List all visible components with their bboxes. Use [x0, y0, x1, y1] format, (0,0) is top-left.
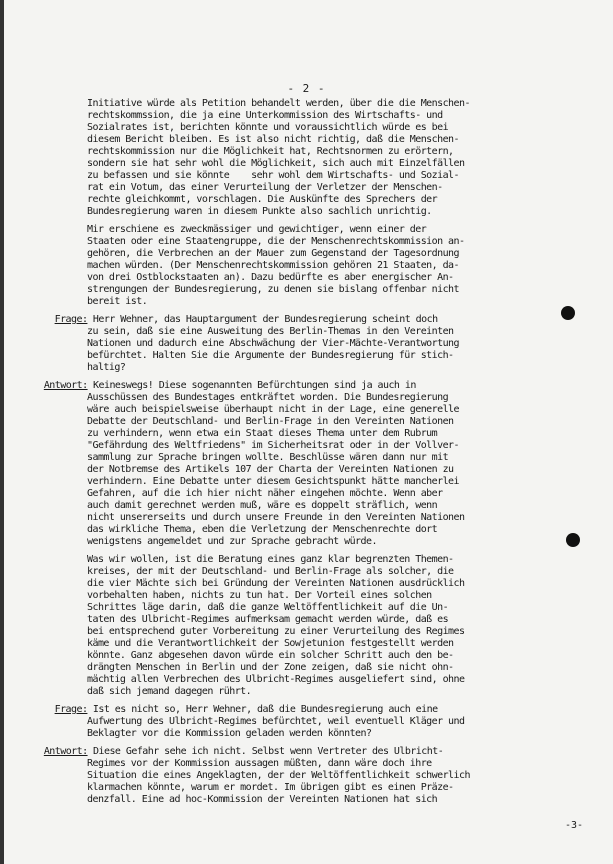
- text-line: haltig?: [87, 362, 126, 373]
- text-line: wenigstens angemeldet und zur Sprache gebracht würde.: [87, 536, 377, 547]
- text-line: das wirkliche Thema, eben die Verletzung der Menschenrechte dort: [87, 524, 438, 535]
- paragraph: [87, 554, 557, 698]
- text-line: die vier Mächte sich bei Gründung der Vereinten Nationen ausdrücklich: [87, 578, 465, 589]
- text-line: Ausschüssen des Bundestages entkräftet worden. Die Bundesregierung: [87, 392, 449, 403]
- scan-edge: [0, 0, 4, 864]
- text-line: verhindern. Eine Debatte unter diesem Gesichtspunkt hätte mancherlei: [87, 476, 459, 487]
- text-line: [44, 380, 557, 392]
- text-line: Was wir wollen, ist die Beratung eines ganz klar begrenzten Themen-: [87, 554, 454, 565]
- text-line: [55, 314, 557, 326]
- text-line: von drei Ostblockstaaten an). Dazu bedürfte es aber energischer An-: [87, 272, 454, 283]
- text-line: rat ein Votum, das einer Verurteilung der Verletzer der Menschen-: [87, 182, 443, 193]
- text-line: denzfall. Eine ad hoc-Kommission der Vereinten Nationen hat sich: [87, 794, 438, 805]
- punch-hole-upper: [561, 306, 575, 320]
- text-line: Regimes vor der Kommission aussagen müßten, dann wäre doch ihre: [87, 758, 432, 769]
- text-line: rechte gleichkommt, vorschlagen. Die Auskünfte des Sprechers der: [87, 194, 438, 205]
- text-line: Situation die eines Angeklagten, der der Weltöffentlichkeit schwerlich: [87, 770, 470, 781]
- speaker-label: Antwort:: [43, 746, 88, 757]
- text-line: "Gefährdung des Weltfriedens" im Sicherheitsrat oder in der Vollver-: [87, 440, 459, 451]
- text-line: kreises, der mit der Deutschland- und Berlin-Frage als solcher, die: [87, 566, 454, 577]
- text-line: diesem Bericht bleiben. Es ist also nicht richtig, daß die Menschen-: [87, 134, 459, 145]
- text-line: Nationen und dadurch eine Abschwächung der Vier-Mächte-Verantwortung: [87, 338, 459, 349]
- line-text: Ist es nicht so, Herr Wehner, daß die Bundesregierung auch eine: [87, 704, 438, 715]
- text-line: Gefahren, auf die ich hier nicht näher eingehen möchte. Wenn aber: [87, 488, 443, 499]
- text-line: taten des Ulbricht-Regimes aufmerksam gemacht werden würde, daß es: [87, 614, 449, 625]
- text-line: drängten Menschen in Berlin und der Zone zeigen, daß sie nicht ohn-: [87, 662, 454, 673]
- text-line: bereit ist.: [87, 296, 148, 307]
- question-block: [54, 314, 557, 374]
- text-line: Staaten oder eine Staatengruppe, die der Menschenrechtskommission an-: [87, 236, 465, 247]
- text-line: Beklagter vor die Kommission geladen werden könnten?: [87, 728, 372, 739]
- text-line: zu befassen und sie könnte sehr wohl dem Wirtschafts- und Sozial-: [87, 170, 459, 181]
- text-line: Debatte der Deutschland- und Berlin-Frage in den Vereinten Nationen: [87, 416, 454, 427]
- text-line: rechtskommission nur die Möglichkeit hat, Rechtsnormen zu erörtern,: [87, 146, 454, 157]
- line-text: Diese Gefahr sehe ich nicht. Selbst wenn Vertreter des Ulbricht-: [87, 746, 444, 757]
- text-line: sammlung zur Sprache bringen wollte. Beschlüsse wären dann nur mit: [87, 452, 449, 463]
- text-line: zu verhindern, wenn etwa ein Staat dieses Thema unter dem Rubrum: [87, 428, 438, 439]
- text-line: befürchtet. Halten Sie die Argumente der Bundesregierung für stich-: [87, 350, 454, 361]
- text-line: daß sich jemand dagegen rührt.: [87, 686, 252, 697]
- text-line: Bundesregierung waren in diesem Punkte also sachlich unrichtig.: [87, 206, 432, 217]
- speaker-label: Frage:: [54, 704, 88, 715]
- text-line: Sozialrates ist, berichten könnte und voraussichtlich würde es bei: [87, 122, 449, 133]
- text-line: rechtskommssion, die ja eine Unterkommission des Wirtschafts- und: [87, 110, 443, 121]
- page-number: - 2 -: [287, 82, 326, 95]
- text-line: auch damit gerechnet werden muß, wäre es doppelt sträflich, wenn: [87, 500, 438, 511]
- text-line: strengungen der Bundesregierung, zu denen sie bislang offenbar nicht: [87, 284, 459, 295]
- text-line: Mir erschiene es zweckmässiger und gewichtiger, wenn einer der: [87, 224, 427, 235]
- text-line: machen würden. (Der Menschenrechtskommission gehören 21 Staaten, da-: [87, 260, 459, 271]
- answer-block: [43, 380, 557, 548]
- speaker-label: Frage:: [54, 314, 88, 325]
- text-line: [55, 704, 557, 716]
- text-line: sondern sie hat sehr wohl die Möglichkeit, sich auch mit Einzelfällen: [87, 158, 465, 169]
- text-line: gehören, die Verbrechen an der Mauer zum Gegenstand der Tagesordnung: [87, 248, 459, 259]
- text-line: Aufwertung des Ulbricht-Regimes befürchtet, weil eventuell Kläger und: [87, 716, 465, 727]
- text-line: der Notbremse des Artikels 107 der Charta der Vereinten Nationen zu: [87, 464, 454, 475]
- paragraph: [87, 98, 557, 218]
- punch-hole-lower: [566, 533, 580, 547]
- line-text: Herr Wehner, das Hauptargument der Bundesregierung scheint doch: [87, 314, 438, 325]
- text-line: Initiative würde als Petition behandelt werden, über die die Menschen-: [87, 98, 470, 109]
- text-line: klarmachen könnte, warum er mordet. Im übrigen gibt es einen Präze-: [87, 782, 454, 793]
- text-line: vorbehalten haben, nichts zu tun hat. Der Vorteil eines solchen: [87, 590, 432, 601]
- text-line: mächtig allen Verbrechen des Ulbricht-Regimes ausgeliefert sind, ohne: [87, 674, 465, 685]
- text-line: bei entsprechend guter Vorbereitung zu einer Verurteilung des Regimes: [87, 626, 465, 637]
- text-line: Schrittes läge darin, daß die ganze Weltöffentlichkeit auf die Un-: [87, 602, 449, 613]
- paragraph: [87, 224, 557, 308]
- text-line: wäre auch beispielsweise überhaupt nicht in der Lage, eine generelle: [87, 404, 459, 415]
- continuation-marker: -3-: [564, 820, 583, 831]
- answer-block: [43, 746, 557, 806]
- text-line: [44, 746, 557, 758]
- text-line: käme und die Verantwortlichkeit der Sowjetunion festgestellt werden: [87, 638, 454, 649]
- document-body: [43, 98, 557, 806]
- text-line: zu sein, daß sie eine Ausweitung des Berlin-Themas in den Vereinten: [87, 326, 454, 337]
- question-block: [54, 704, 557, 740]
- text-line: nicht unsererseits und durch unsere Freunde in den Vereinten Nationen: [87, 512, 465, 523]
- text-line: könnte. Ganz abgesehen davon würde ein solcher Schritt auch den be-: [87, 650, 454, 661]
- line-text: Keineswegs! Diese sogenannten Befürchtungen sind ja auch in: [87, 380, 416, 391]
- speaker-label: Antwort:: [43, 380, 88, 391]
